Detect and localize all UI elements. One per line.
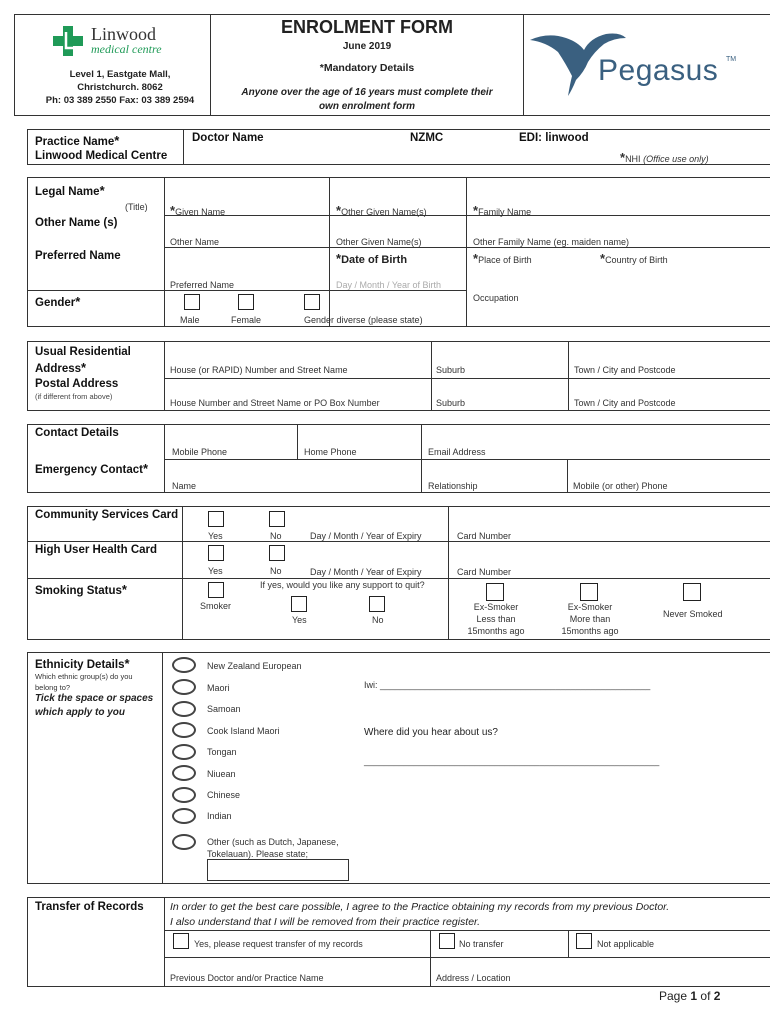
cards-row-2 <box>27 578 770 579</box>
contact-row <box>164 459 770 460</box>
not-applicable-label: Not applicable <box>597 939 655 949</box>
transfer-row-1 <box>164 930 770 931</box>
ethnicity-question: Which ethnic group(s) do you belong to? <box>35 672 133 692</box>
contact-col-2 <box>297 424 298 459</box>
eth-niuean-label: Niuean <box>207 769 236 779</box>
eth-chinese-label: Chinese <box>207 790 241 800</box>
eth-indian-radio[interactable] <box>172 808 196 824</box>
edi-label: EDI: linwood <box>519 132 589 144</box>
nzmc-label: NZMC <box>410 132 444 144</box>
csc-no-checkbox[interactable] <box>269 511 285 527</box>
practice-name-label: Practice Name* <box>35 133 120 148</box>
eth-tongan-radio[interactable] <box>172 744 196 760</box>
practice-address: Level 1, Eastgate Mall, Christchurch. 8062 Ph: 03 389 2550 Fax: 03 389 2594 <box>45 69 195 106</box>
suburb-field[interactable]: Suburb <box>436 365 466 375</box>
mobile-phone-field[interactable]: Mobile Phone <box>172 447 228 457</box>
page-number: Page 1 of 2 <box>659 989 721 1003</box>
country-of-birth-field[interactable]: *Country of Birth <box>600 251 668 266</box>
preferred-name-label: Preferred Name <box>35 250 121 262</box>
transfer-label: Transfer of Records <box>35 901 144 913</box>
other-given-names2-field[interactable]: Other Given Name(s) <box>336 237 422 247</box>
pegasus-logo <box>528 28 768 98</box>
transfer-col-2 <box>430 930 431 987</box>
house-street-field[interactable]: House (or RAPID) Number and Street Name <box>170 365 348 375</box>
hear-about-us-field[interactable]: ___________________________________________________________ <box>364 756 660 766</box>
quit-yes-checkbox[interactable] <box>291 596 307 612</box>
mandatory-note: *Mandatory Details <box>319 62 415 74</box>
personal-row-4 <box>27 290 164 291</box>
logo-name: Linwood <box>91 24 156 44</box>
transfer-yes-label: Yes, please request transfer of my records <box>194 939 363 949</box>
eth-samoan-label: Samoan <box>207 704 241 714</box>
eth-other-radio[interactable] <box>172 834 196 850</box>
logo-sub: medical centre <box>91 42 162 56</box>
form-title: ENROLMENT FORM <box>281 17 453 37</box>
csc-label: Community Services Card <box>35 509 179 521</box>
contact-col-4 <box>567 459 568 493</box>
iwi-field[interactable]: Iwi: ______________________________________________________ <box>364 680 651 690</box>
ethnicity-label: Ethnicity Details* <box>35 656 130 671</box>
transfer-col-1 <box>164 897 165 987</box>
ex-smoker-less-label: Ex-Smoker Less than 15months ago <box>467 602 525 636</box>
postal-house-field[interactable]: House Number and Street Name or PO Box Number <box>170 398 380 408</box>
ex-smoker-more-checkbox[interactable] <box>580 583 598 601</box>
emergency-contact-label: Emergency Contact* <box>35 461 149 476</box>
eth-cook-island-radio[interactable] <box>172 722 196 738</box>
transfer-yes-checkbox[interactable] <box>173 933 189 949</box>
home-phone-field[interactable]: Home Phone <box>304 447 357 457</box>
address-col-2 <box>431 341 432 411</box>
given-name-field[interactable]: *Given Name <box>170 203 226 218</box>
eth-other-input[interactable] <box>207 859 349 881</box>
cards-col-1 <box>182 506 183 640</box>
address-location-field[interactable]: Address / Location <box>436 973 511 983</box>
address-col-1 <box>164 341 165 411</box>
transfer-col-3 <box>568 930 569 957</box>
practice-name-value: Linwood Medical Centre <box>35 150 168 162</box>
contact-details-label: Contact Details <box>35 427 119 439</box>
other-name-field[interactable]: Other Name <box>170 237 220 247</box>
hu-no-checkbox[interactable] <box>269 545 285 561</box>
cards-col-2 <box>448 506 449 640</box>
quit-yes-label: Yes <box>292 615 307 625</box>
smoker-label: Smoker <box>200 601 232 611</box>
csc-no-label: No <box>270 531 282 541</box>
hu-label: High User Health Card <box>35 544 158 556</box>
ethnicity-col <box>162 652 163 884</box>
personal-col-3 <box>466 177 467 327</box>
eth-maori-label: Maori <box>207 683 230 693</box>
female-checkbox[interactable] <box>238 294 254 310</box>
hu-yes-label: Yes <box>208 566 223 576</box>
quit-no-checkbox[interactable] <box>369 596 385 612</box>
eth-niuean-radio[interactable] <box>172 765 196 781</box>
dob-label: *Date of Birth <box>336 251 408 266</box>
family-name-field[interactable]: *Family Name <box>473 203 532 218</box>
never-smoked-checkbox[interactable] <box>683 583 701 601</box>
eth-cook-island-label: Cook Island Maori <box>207 726 280 736</box>
male-checkbox[interactable] <box>184 294 200 310</box>
csc-yes-checkbox[interactable] <box>208 511 224 527</box>
other-names-label: Other Name (s) <box>35 217 118 229</box>
linwood-cross-icon <box>53 26 83 56</box>
not-applicable-checkbox[interactable] <box>576 933 592 949</box>
smoking-status-label: Smoking Status* <box>35 582 127 597</box>
preferred-name-field[interactable]: Preferred Name <box>170 280 235 290</box>
age-note: Anyone over the age of 16 years must complete their own enrolment form <box>241 87 493 112</box>
transfer-consent: In order to get the best care possible, I agree to the Practice obtaining my records from my previous Doctor. I also understand that I will be removed from their practice register. <box>170 901 670 928</box>
eth-chinese-radio[interactable] <box>172 787 196 803</box>
usual-address-label: Usual Residential Address* <box>35 346 131 375</box>
quit-no-label: No <box>372 615 384 625</box>
eth-indian-label: Indian <box>207 811 232 821</box>
legal-name-label: Legal Name* <box>35 183 105 198</box>
personal-col-2 <box>329 177 330 327</box>
eth-samoan-radio[interactable] <box>172 701 196 717</box>
personal-row-2 <box>164 247 770 248</box>
transfer-row-2 <box>164 957 770 958</box>
eth-maori-radio[interactable] <box>172 679 196 695</box>
eth-nz-european-radio[interactable] <box>172 657 196 673</box>
hu-expiry-field[interactable]: Day / Month / Year of Expiry <box>310 567 422 577</box>
gender-label: Gender* <box>35 294 81 309</box>
cards-row-1 <box>27 541 770 542</box>
personal-row-3 <box>164 290 466 291</box>
emergency-name-field[interactable]: Name <box>172 481 197 491</box>
male-label: Male <box>180 315 200 325</box>
female-label: Female <box>231 315 262 325</box>
no-transfer-checkbox[interactable] <box>439 933 455 949</box>
email-field[interactable]: Email Address <box>428 447 486 457</box>
doctor-name-label: Doctor Name <box>192 132 264 144</box>
gender-diverse-checkbox[interactable] <box>304 294 320 310</box>
postal-note: (if different from above) <box>35 392 113 401</box>
other-given-names-field[interactable]: *Other Given Name(s) <box>336 203 427 218</box>
no-transfer-label: No transfer <box>459 939 504 949</box>
ethnicity-instruction: Tick the space or spaces which apply to you <box>35 693 154 718</box>
form-date: June 2019 <box>342 41 392 52</box>
linwood-logo <box>53 24 193 58</box>
eth-nz-european-label: New Zealand European <box>207 661 302 671</box>
postal-address-label: Postal Address <box>35 378 119 390</box>
practice-divider <box>183 129 184 165</box>
never-smoked-label: Never Smoked <box>663 609 723 619</box>
hu-no-label: No <box>270 566 282 576</box>
gender-diverse-label: Gender diverse (please state) <box>304 315 423 325</box>
ex-smoker-more-label: Ex-Smoker More than 15months ago <box>561 602 619 636</box>
eth-other-label: Other (such as Dutch, Japanese, Tokelauan). Please state; <box>207 837 339 859</box>
brand-name: Pegasus <box>598 54 719 87</box>
hu-yes-checkbox[interactable] <box>208 545 224 561</box>
occupation-field[interactable]: Occupation <box>473 293 519 303</box>
dob-field[interactable]: Day / Month / Year of Birth <box>336 280 442 290</box>
smoker-checkbox[interactable] <box>208 582 224 598</box>
quit-support-question: If yes, would you like any support to quit? <box>260 580 425 590</box>
title-field[interactable]: (Title) <box>125 202 148 212</box>
place-of-birth-field[interactable]: *Place of Birth <box>473 251 532 266</box>
town-city-field[interactable]: Town / City and Postcode <box>574 365 676 375</box>
address-row <box>164 378 770 379</box>
relationship-field[interactable]: Relationship <box>428 481 478 491</box>
hear-about-us-label: Where did you hear about us? <box>364 727 498 738</box>
emergency-mobile-field[interactable]: Mobile (or other) Phone <box>573 481 668 491</box>
csc-expiry-field[interactable]: Day / Month / Year of Expiry <box>310 531 422 541</box>
hu-card-number-field[interactable]: Card Number <box>457 567 512 577</box>
other-family-name-field[interactable]: Other Family Name (eg. maiden name) <box>473 237 630 247</box>
personal-col-1 <box>164 177 165 327</box>
csc-card-number-field[interactable]: Card Number <box>457 531 512 541</box>
nhi-label: *NHI (Office use only) <box>620 150 709 165</box>
eth-tongan-label: Tongan <box>207 747 237 757</box>
postal-town-field[interactable]: Town / City and Postcode <box>574 398 676 408</box>
personal-row-1 <box>164 215 770 216</box>
brand-tm: TM <box>726 56 737 63</box>
ex-smoker-less-checkbox[interactable] <box>486 583 504 601</box>
header-divider-2 <box>523 14 524 116</box>
postal-suburb-field[interactable]: Suburb <box>436 398 466 408</box>
address-col-3 <box>568 341 569 411</box>
previous-doctor-field[interactable]: Previous Doctor and/or Practice Name <box>170 973 324 983</box>
csc-yes-label: Yes <box>208 531 223 541</box>
